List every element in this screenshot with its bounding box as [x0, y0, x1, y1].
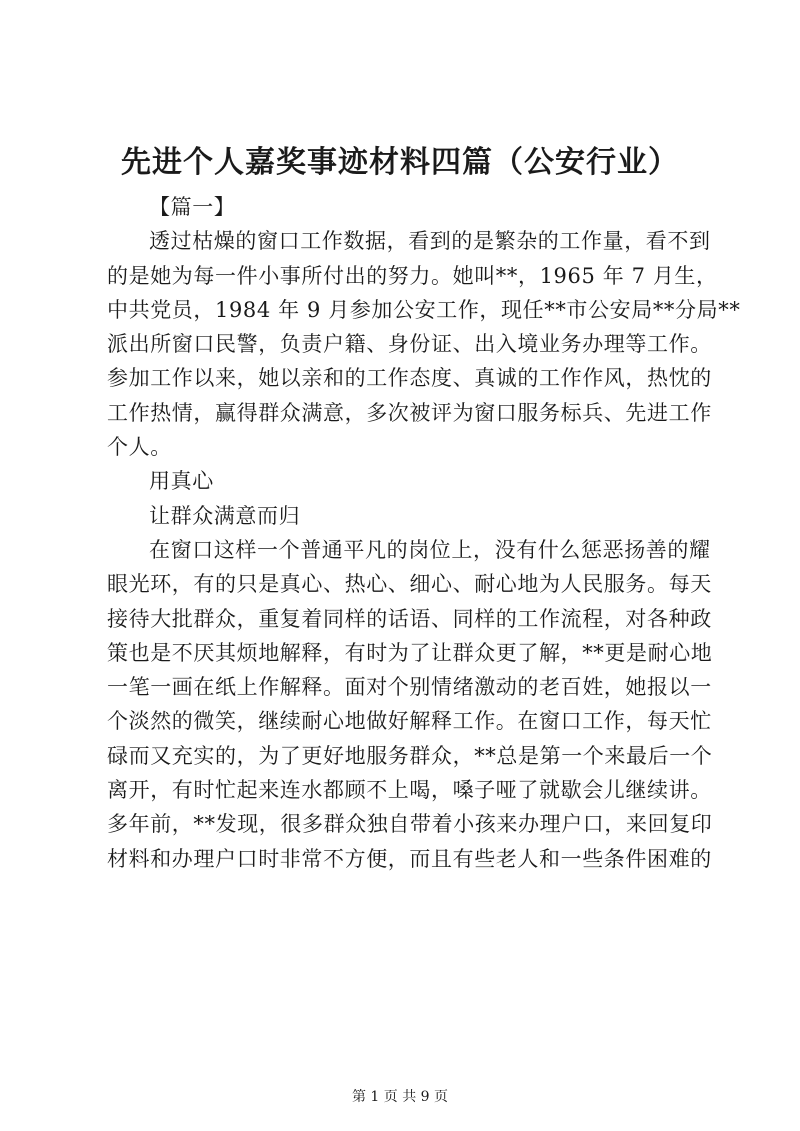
paragraph-line: 离开，有时忙起来连水都顾不上喝，嗓子哑了就歇会儿继续讲。 — [107, 778, 712, 803]
paragraph-line: 接待大批群众，重复着同样的话语、同样的工作流程，对各种政 — [107, 606, 712, 631]
document-title: 先进个人嘉奖事迹材料四篇（公安行业） — [121, 145, 679, 180]
paragraph-line: 的是她为每一件小事所付出的努力。她叫**，1965 年 7 月生， — [107, 263, 718, 288]
paragraph-line: 个淡然的微笑，继续耐心地做好解释工作。在窗口工作，每天忙 — [107, 709, 712, 734]
document-body — [107, 190, 741, 876]
paragraph-line: 眼光环，有的只是真心、热心、细心、耐心地为人民服务。每天 — [107, 572, 712, 597]
paragraph-line: 个人。 — [107, 435, 172, 460]
page-number-footer: 第 1 页 共 9 页 — [351, 1089, 449, 1105]
paragraph-line: 多年前，**发现，很多群众独自带着小孩来办理户口，来回复印 — [107, 812, 713, 837]
paragraph-line: 碌而又充实的，为了更好地服务群众，**总是第一个来最后一个 — [107, 743, 713, 768]
paragraph-line: 策也是不厌其烦地解释，有时为了让群众更了解，**更是耐心地 — [107, 640, 713, 665]
paragraph-line: 参加工作以来，她以亲和的工作态度、真诚的工作作风，热忱的 — [107, 366, 712, 391]
subheading: 让群众满意而归 — [149, 503, 301, 528]
paragraph-line: 工作热情，赢得群众满意，多次被评为窗口服务标兵、先进工作 — [107, 400, 712, 425]
paragraph-line: 在窗口这样一个普通平凡的岗位上，没有什么惩恶扬善的耀 — [149, 537, 711, 562]
paragraph-line: 中共党员，1984 年 9 月参加公安工作，现任**市公安局**分局** — [107, 297, 741, 322]
paragraph-line: 透过枯燥的窗口工作数据，看到的是繁杂的工作量，看不到 — [149, 229, 711, 254]
paragraph-line: 派出所窗口民警，负责户籍、身份证、出入境业务办理等工作。 — [107, 332, 712, 357]
paragraph-line: 一笔一画在纸上作解释。面对个别情绪激动的老百姓，她报以一 — [107, 675, 712, 700]
subheading: 用真心 — [149, 469, 214, 494]
section-heading: 【篇一】 — [149, 195, 236, 219]
paragraph-line: 材料和办理户口时非常不方便，而且有些老人和一些条件困难的 — [107, 846, 712, 871]
